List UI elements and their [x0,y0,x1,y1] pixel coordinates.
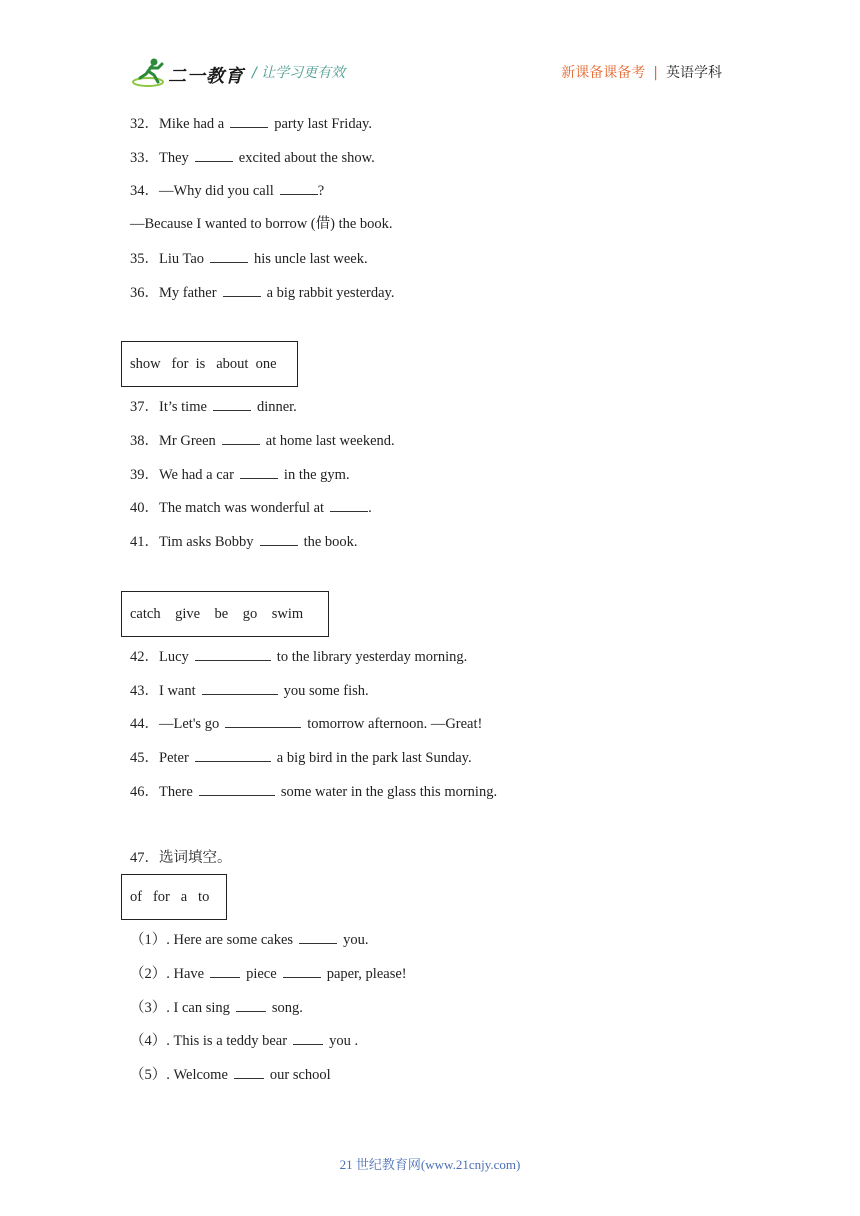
question-text: some water in the glass this morning. [280,784,498,800]
question-text: his uncle last week. [254,251,368,267]
question-number: 37． [130,399,159,415]
logo [132,56,244,90]
question-34 [130,181,324,200]
subquestion-number: （2） [130,966,167,982]
answer-blank[interactable] [240,465,278,479]
question-text: —Why did you call [159,183,274,199]
answer-blank[interactable] [213,397,251,411]
question-text: the book. [303,534,358,550]
question-46 [130,782,497,801]
answer-blank[interactable] [199,782,275,796]
logo-text: 二一教育 [168,66,244,87]
question-text: Peter [159,750,189,766]
question-text: paper, please! [326,966,407,982]
question-text: Mike had a [159,116,225,132]
question-41 [130,532,358,551]
question-35 [130,249,368,268]
question-text: ? [317,183,325,199]
header-slogan: / 让学习更有效 [252,65,346,81]
answer-blank[interactable] [230,114,268,128]
question-text: dinner. [256,399,297,415]
subquestion-number: （3） [130,1000,167,1016]
subquestion-number: （1） [130,932,167,948]
question-text: Liu Tao [159,251,205,267]
question-text: Lucy [159,649,189,665]
question-text: The match was wonderful at [159,500,325,516]
word-bank-box: catch give be go swim [121,591,329,637]
runner-logo-icon [132,56,168,88]
question-39 [130,465,350,484]
question-number: 34． [130,183,159,199]
subquestion-5 [130,1065,331,1084]
question-text: My father [159,285,217,301]
subquestion-number: （4） [130,1033,167,1049]
header-tag-course: 新课备课备考 [561,65,646,81]
subquestion-3 [130,998,303,1017]
answer-blank[interactable] [210,249,248,263]
question-text: . I can sing [166,1000,230,1016]
question-text: Tim asks Bobby [159,534,254,550]
answer-blank[interactable] [210,964,240,978]
header-separator: | [653,65,658,81]
subquestion-4 [130,1031,358,1050]
question-number: 39． [130,467,159,483]
question-text: song. [271,1000,303,1016]
question-number: 45． [130,750,159,766]
question-text: tomorrow afternoon. —Great! [307,716,483,732]
question-number: 36． [130,285,159,301]
question-36 [130,283,394,302]
question-text: a big bird in the park last Sunday. [276,750,472,766]
question-32 [130,114,372,133]
question-text: —Let's go [159,716,220,732]
question-38 [130,431,395,450]
page-header [0,0,860,100]
question-number: 33． [130,150,159,166]
question-text: at home last weekend. [265,433,395,449]
question-text: piece [246,966,277,982]
question-45 [130,748,472,767]
question-text: . Have [166,966,205,982]
question-37 [130,397,297,416]
answer-blank[interactable] [195,748,271,762]
question-number: 35． [130,251,159,267]
question-number: 44． [130,716,159,732]
question-text: a big rabbit yesterday. [266,285,395,301]
question-text: . Here are some cakes [166,932,294,948]
question-text: in the gym. [283,467,350,483]
answer-blank[interactable] [202,681,278,695]
question-text: Mr Green [159,433,216,449]
answer-blank[interactable] [195,647,271,661]
question-number: 40． [130,500,159,516]
question-text: I want [159,683,196,699]
question-text: you. [343,932,369,948]
subquestion-1 [130,930,368,949]
header-tag-subject: 英语学科 [666,65,722,81]
page-footer: 21 世纪教育网(www.21cnjy.com) [339,1157,521,1172]
question-number: 42． [130,649,159,665]
answer-blank[interactable] [283,964,321,978]
answer-blank[interactable] [260,532,298,546]
question-number: 43． [130,683,159,699]
question-text: . This is a teddy bear [166,1033,288,1049]
question-text: We had a car [159,467,234,483]
question-text: . [368,500,372,516]
question-text: . Welcome [166,1067,228,1083]
subquestion-2 [130,964,407,983]
subquestion-number: （5） [130,1067,167,1083]
header-tags [561,62,722,82]
question-text: excited about the show. [238,150,375,166]
question-text: you . [329,1033,359,1049]
question-text: you some fish. [283,683,369,699]
answer-blank[interactable] [299,930,337,944]
question-40 [130,498,372,517]
question-number: 46． [130,784,159,800]
question-text: There [159,784,193,800]
answer-blank[interactable] [223,283,261,297]
question-43 [130,681,369,700]
question-text: our school [269,1067,331,1083]
question-44 [130,714,482,733]
question-34-response: —Because I wanted to borrow (借) the book. [130,216,393,232]
question-text: to the library yesterday morning. [276,649,468,665]
question-42 [130,647,467,666]
question-number: 41． [130,534,159,550]
answer-blank[interactable] [236,998,266,1012]
word-bank-box: show for is about one [121,341,298,387]
answer-blank[interactable] [280,181,318,195]
answer-blank[interactable] [195,148,233,162]
question-text: It’s time [159,399,207,415]
answer-blank[interactable] [330,498,368,512]
question-number: 38． [130,433,159,449]
word-bank-box: of for a to [121,874,227,920]
question-number: 32． [130,116,159,132]
answer-blank[interactable] [234,1065,264,1079]
answer-blank[interactable] [222,431,260,445]
question-text: party last Friday. [274,116,372,132]
answer-blank[interactable] [225,714,301,728]
question-33 [130,148,375,167]
question-47-title: 47．选词填空。 [130,850,232,866]
answer-blank[interactable] [293,1031,323,1045]
question-text: They [159,150,189,166]
